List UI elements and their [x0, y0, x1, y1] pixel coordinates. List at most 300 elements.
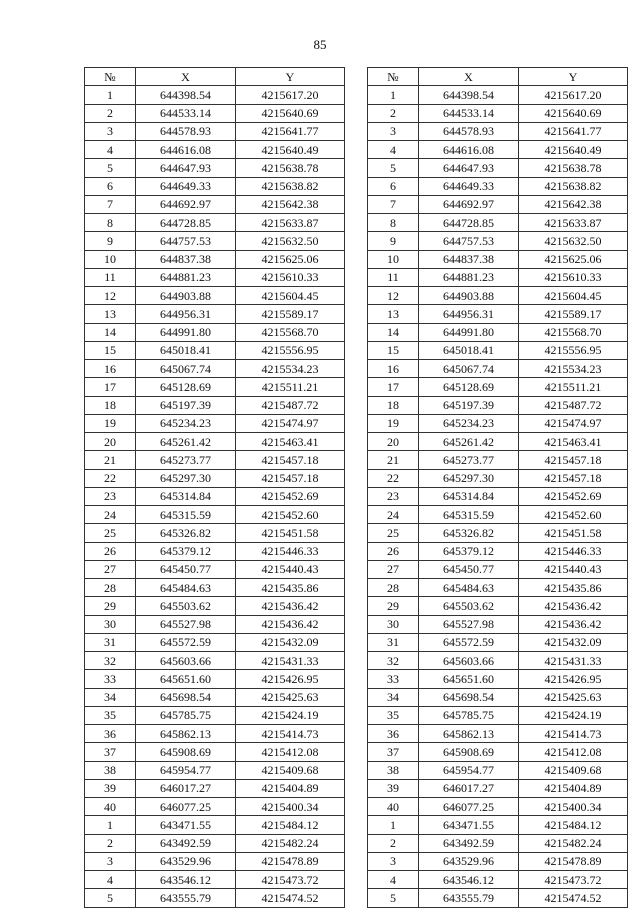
cell-y: 4215568.70: [519, 323, 628, 341]
cell-x: 643555.79: [136, 889, 236, 907]
table-row: [368, 341, 628, 359]
table-row: [85, 360, 345, 378]
cell-y: 4215484.12: [236, 816, 345, 834]
cell-number: 20: [368, 433, 419, 451]
cell-number: 40: [85, 798, 136, 816]
cell-y: 4215511.21: [236, 378, 345, 396]
cell-number: 40: [368, 798, 419, 816]
cell-y: 4215610.33: [236, 268, 345, 286]
cell-y: 4215642.38: [519, 195, 628, 213]
cell-number: 12: [368, 287, 419, 305]
cell-number: 35: [85, 706, 136, 724]
cell-y: 4215431.33: [519, 652, 628, 670]
cell-y: 4215632.50: [236, 232, 345, 250]
cell-number: 4: [85, 871, 136, 889]
cell-number: 4: [368, 871, 419, 889]
table-row: [368, 86, 628, 104]
cell-y: 4215436.42: [236, 597, 345, 615]
cell-y: 4215451.58: [236, 524, 345, 542]
cell-number: 14: [85, 323, 136, 341]
cell-x: 645572.59: [136, 633, 236, 651]
column-header-y: Y: [236, 68, 345, 86]
table-row: [85, 268, 345, 286]
column-header-number: №: [85, 68, 136, 86]
cell-x: 645954.77: [136, 761, 236, 779]
cell-y: 4215409.68: [519, 761, 628, 779]
cell-number: 24: [368, 506, 419, 524]
cell-number: 5: [85, 889, 136, 907]
cell-number: 31: [368, 633, 419, 651]
table-row: [368, 761, 628, 779]
cell-number: 33: [368, 670, 419, 688]
table-row: [85, 615, 345, 633]
cell-y: 4215642.38: [236, 195, 345, 213]
table-row: [85, 670, 345, 688]
cell-y: 4215440.43: [236, 560, 345, 578]
cell-number: 1: [85, 86, 136, 104]
table-row: [368, 652, 628, 670]
cell-x: 645326.82: [419, 524, 519, 542]
cell-x: 645450.77: [136, 560, 236, 578]
cell-number: 38: [368, 761, 419, 779]
table-row: [85, 871, 345, 889]
cell-x: 644728.85: [136, 214, 236, 232]
cell-x: 643471.55: [419, 816, 519, 834]
cell-x: 645297.30: [136, 469, 236, 487]
cell-y: 4215589.17: [519, 305, 628, 323]
cell-number: 14: [368, 323, 419, 341]
cell-number: 1: [368, 816, 419, 834]
table-row: [368, 305, 628, 323]
cell-number: 3: [368, 852, 419, 870]
cell-number: 25: [85, 524, 136, 542]
table-row: [85, 122, 345, 140]
table-row: [85, 177, 345, 195]
cell-x: 644903.88: [136, 287, 236, 305]
table-row: [85, 487, 345, 505]
cell-x: 645018.41: [136, 341, 236, 359]
table-row: [368, 834, 628, 852]
cell-x: 645128.69: [136, 378, 236, 396]
cell-x: 646017.27: [419, 779, 519, 797]
cell-number: 16: [85, 360, 136, 378]
cell-x: 643492.59: [136, 834, 236, 852]
cell-y: 4215436.42: [519, 597, 628, 615]
cell-y: 4215534.23: [236, 360, 345, 378]
cell-x: 644991.80: [136, 323, 236, 341]
cell-y: 4215451.58: [519, 524, 628, 542]
table-row: [368, 122, 628, 140]
cell-number: 16: [368, 360, 419, 378]
cell-x: 644578.93: [136, 122, 236, 140]
cell-number: 3: [85, 852, 136, 870]
cell-y: 4215424.19: [519, 706, 628, 724]
cell-number: 5: [368, 889, 419, 907]
cell-number: 30: [85, 615, 136, 633]
cell-x: 645698.54: [136, 688, 236, 706]
cell-number: 30: [368, 615, 419, 633]
cell-y: 4215404.89: [236, 779, 345, 797]
cell-x: 645698.54: [419, 688, 519, 706]
cell-y: 4215633.87: [519, 214, 628, 232]
cell-y: 4215638.78: [236, 159, 345, 177]
cell-number: 7: [368, 195, 419, 213]
cell-x: 645197.39: [419, 396, 519, 414]
table-row: [85, 560, 345, 578]
table-row: [368, 487, 628, 505]
cell-y: 4215638.82: [236, 177, 345, 195]
cell-y: 4215435.86: [519, 579, 628, 597]
cell-number: 11: [368, 268, 419, 286]
cell-number: 2: [368, 834, 419, 852]
table-row: [85, 706, 345, 724]
table-row: [368, 214, 628, 232]
cell-number: 7: [85, 195, 136, 213]
cell-x: 644578.93: [419, 122, 519, 140]
table-row: [368, 524, 628, 542]
column-header-x: X: [419, 68, 519, 86]
cell-number: 1: [368, 86, 419, 104]
cell-number: 2: [85, 834, 136, 852]
cell-x: 644533.14: [419, 104, 519, 122]
cell-y: 4215452.60: [519, 506, 628, 524]
cell-x: 643471.55: [136, 816, 236, 834]
cell-number: 3: [368, 122, 419, 140]
table-row: [368, 743, 628, 761]
cell-number: 39: [85, 779, 136, 797]
cell-y: 4215617.20: [519, 86, 628, 104]
cell-number: 39: [368, 779, 419, 797]
cell-y: 4215604.45: [519, 287, 628, 305]
cell-x: 645862.13: [136, 725, 236, 743]
cell-y: 4215625.06: [236, 250, 345, 268]
cell-x: 644881.23: [136, 268, 236, 286]
table-row: [368, 396, 628, 414]
table-row: [368, 670, 628, 688]
table-row: [368, 798, 628, 816]
table-row: [368, 579, 628, 597]
cell-x: 645785.75: [136, 706, 236, 724]
table-row: [85, 816, 345, 834]
cell-y: 4215426.95: [236, 670, 345, 688]
cell-number: 35: [368, 706, 419, 724]
cell-x: 645484.63: [419, 579, 519, 597]
table-row: [368, 451, 628, 469]
cell-y: 4215487.72: [236, 396, 345, 414]
cell-number: 23: [368, 487, 419, 505]
cell-y: 4215640.49: [236, 141, 345, 159]
cell-number: 3: [85, 122, 136, 140]
cell-x: 645326.82: [136, 524, 236, 542]
table-row: [368, 250, 628, 268]
cell-y: 4215414.73: [236, 725, 345, 743]
table-row: [85, 779, 345, 797]
cell-x: 643529.96: [419, 852, 519, 870]
table-row: [368, 779, 628, 797]
table-row: [85, 341, 345, 359]
cell-y: 4215617.20: [236, 86, 345, 104]
table-row: [368, 725, 628, 743]
cell-x: 644956.31: [136, 305, 236, 323]
table-row: [368, 268, 628, 286]
cell-number: 29: [368, 597, 419, 615]
cell-number: 27: [368, 560, 419, 578]
table-header-row: [85, 68, 345, 86]
table-row: [85, 633, 345, 651]
cell-y: 4215436.42: [236, 615, 345, 633]
cell-x: 644903.88: [419, 287, 519, 305]
cell-y: 4215478.89: [519, 852, 628, 870]
cell-y: 4215457.18: [236, 469, 345, 487]
cell-number: 32: [85, 652, 136, 670]
table-row: [368, 141, 628, 159]
cell-number: 34: [368, 688, 419, 706]
coordinate-table-left: [84, 67, 345, 908]
cell-y: 4215482.24: [236, 834, 345, 852]
table-row: [368, 414, 628, 432]
cell-number: 5: [368, 159, 419, 177]
cell-y: 4215446.33: [236, 542, 345, 560]
cell-number: 34: [85, 688, 136, 706]
cell-y: 4215463.41: [519, 433, 628, 451]
cell-number: 20: [85, 433, 136, 451]
cell-y: 4215412.08: [519, 743, 628, 761]
table-row: [85, 414, 345, 432]
cell-y: 4215625.06: [519, 250, 628, 268]
table-row: [368, 889, 628, 907]
cell-number: 17: [368, 378, 419, 396]
table-row: [85, 652, 345, 670]
cell-y: 4215431.33: [236, 652, 345, 670]
cell-y: 4215474.52: [236, 889, 345, 907]
table-row: [368, 560, 628, 578]
cell-number: 28: [85, 579, 136, 597]
table-row: [368, 159, 628, 177]
table-row: [85, 378, 345, 396]
table-row: [368, 287, 628, 305]
cell-y: 4215400.34: [519, 798, 628, 816]
cell-number: 12: [85, 287, 136, 305]
cell-y: 4215436.42: [519, 615, 628, 633]
cell-x: 645273.77: [419, 451, 519, 469]
table-header-row: [368, 68, 628, 86]
table-row: [368, 615, 628, 633]
table-row: [85, 451, 345, 469]
table-row: [85, 889, 345, 907]
table-row: [85, 469, 345, 487]
cell-y: 4215457.18: [236, 451, 345, 469]
cell-x: 646077.25: [419, 798, 519, 816]
cell-y: 4215589.17: [236, 305, 345, 323]
cell-x: 645862.13: [419, 725, 519, 743]
table-row: [368, 360, 628, 378]
cell-x: 644616.08: [136, 141, 236, 159]
cell-y: 4215404.89: [519, 779, 628, 797]
cell-y: 4215435.86: [236, 579, 345, 597]
table-row: [368, 104, 628, 122]
cell-y: 4215432.09: [236, 633, 345, 651]
cell-x: 644692.97: [136, 195, 236, 213]
cell-number: 15: [85, 341, 136, 359]
cell-x: 645603.66: [136, 652, 236, 670]
cell-number: 4: [85, 141, 136, 159]
table-row: [85, 250, 345, 268]
cell-number: 10: [85, 250, 136, 268]
cell-y: 4215425.63: [519, 688, 628, 706]
cell-x: 645315.59: [136, 506, 236, 524]
table-row: [85, 597, 345, 615]
column-header-number: №: [368, 68, 419, 86]
table-row: [85, 396, 345, 414]
cell-number: 27: [85, 560, 136, 578]
cell-y: 4215440.43: [519, 560, 628, 578]
cell-number: 31: [85, 633, 136, 651]
cell-y: 4215463.41: [236, 433, 345, 451]
cell-x: 645954.77: [419, 761, 519, 779]
table-row: [368, 633, 628, 651]
column-header-x: X: [136, 68, 236, 86]
cell-x: 644398.54: [419, 86, 519, 104]
cell-y: 4215556.95: [519, 341, 628, 359]
cell-x: 645484.63: [136, 579, 236, 597]
cell-number: 28: [368, 579, 419, 597]
cell-x: 644837.38: [136, 250, 236, 268]
cell-x: 644757.53: [136, 232, 236, 250]
cell-x: 645234.23: [136, 414, 236, 432]
table-row: [85, 232, 345, 250]
cell-x: 645261.42: [136, 433, 236, 451]
table-row: [85, 542, 345, 560]
cell-x: 645067.74: [136, 360, 236, 378]
table-row: [368, 195, 628, 213]
cell-x: 644991.80: [419, 323, 519, 341]
table-row: [368, 433, 628, 451]
cell-number: 11: [85, 268, 136, 286]
cell-number: 19: [85, 414, 136, 432]
table-row: [85, 743, 345, 761]
cell-y: 4215482.24: [519, 834, 628, 852]
cell-y: 4215487.72: [519, 396, 628, 414]
cell-y: 4215409.68: [236, 761, 345, 779]
cell-x: 644757.53: [419, 232, 519, 250]
cell-x: 645651.60: [419, 670, 519, 688]
cell-y: 4215640.49: [519, 141, 628, 159]
cell-x: 643529.96: [136, 852, 236, 870]
page-number: 85: [313, 37, 327, 52]
cell-x: 645379.12: [419, 542, 519, 560]
cell-number: 9: [368, 232, 419, 250]
cell-y: 4215568.70: [236, 323, 345, 341]
cell-y: 4215414.73: [519, 725, 628, 743]
cell-number: 18: [368, 396, 419, 414]
table-row: [368, 542, 628, 560]
table-row: [85, 725, 345, 743]
table-row: [85, 834, 345, 852]
cell-number: 2: [368, 104, 419, 122]
table-row: [368, 871, 628, 889]
cell-x: 645379.12: [136, 542, 236, 560]
cell-number: 22: [368, 469, 419, 487]
cell-number: 10: [368, 250, 419, 268]
cell-x: 644956.31: [419, 305, 519, 323]
cell-number: 25: [368, 524, 419, 542]
table-row: [368, 506, 628, 524]
cell-number: 38: [85, 761, 136, 779]
table-row: [85, 86, 345, 104]
cell-number: 37: [85, 743, 136, 761]
table-row: [85, 305, 345, 323]
cell-number: 26: [368, 542, 419, 560]
cell-x: 645572.59: [419, 633, 519, 651]
cell-x: 645273.77: [136, 451, 236, 469]
cell-y: 4215473.72: [519, 871, 628, 889]
cell-y: 4215604.45: [236, 287, 345, 305]
cell-number: 9: [85, 232, 136, 250]
cell-x: 645527.98: [419, 615, 519, 633]
cell-number: 32: [368, 652, 419, 670]
cell-number: 6: [368, 177, 419, 195]
cell-y: 4215534.23: [519, 360, 628, 378]
cell-y: 4215632.50: [519, 232, 628, 250]
cell-number: 15: [368, 341, 419, 359]
cell-y: 4215446.33: [519, 542, 628, 560]
cell-y: 4215633.87: [236, 214, 345, 232]
cell-number: 13: [85, 305, 136, 323]
cell-y: 4215412.08: [236, 743, 345, 761]
table-row: [85, 195, 345, 213]
cell-number: 2: [85, 104, 136, 122]
cell-x: 645314.84: [419, 487, 519, 505]
cell-number: 26: [85, 542, 136, 560]
cell-number: 22: [85, 469, 136, 487]
table-row: [368, 378, 628, 396]
cell-number: 21: [368, 451, 419, 469]
coordinate-table-right: [367, 67, 628, 908]
table-row: [85, 159, 345, 177]
table-row: [368, 177, 628, 195]
table-row: [368, 852, 628, 870]
cell-number: 37: [368, 743, 419, 761]
cell-x: 644647.93: [136, 159, 236, 177]
cell-number: 29: [85, 597, 136, 615]
cell-x: 643555.79: [419, 889, 519, 907]
cell-x: 645603.66: [419, 652, 519, 670]
cell-y: 4215641.77: [519, 122, 628, 140]
cell-x: 644728.85: [419, 214, 519, 232]
column-header-y: Y: [519, 68, 628, 86]
cell-y: 4215484.12: [519, 816, 628, 834]
cell-number: 19: [368, 414, 419, 432]
table-row: [368, 688, 628, 706]
cell-y: 4215640.69: [236, 104, 345, 122]
cell-y: 4215610.33: [519, 268, 628, 286]
cell-x: 645908.69: [419, 743, 519, 761]
table-row: [368, 232, 628, 250]
table-row: [368, 816, 628, 834]
cell-x: 645297.30: [419, 469, 519, 487]
cell-y: 4215638.78: [519, 159, 628, 177]
cell-y: 4215424.19: [236, 706, 345, 724]
cell-x: 645785.75: [419, 706, 519, 724]
cell-x: 644398.54: [136, 86, 236, 104]
cell-x: 645067.74: [419, 360, 519, 378]
cell-number: 17: [85, 378, 136, 396]
cell-x: 643492.59: [419, 834, 519, 852]
cell-x: 645651.60: [136, 670, 236, 688]
cell-x: 645018.41: [419, 341, 519, 359]
cell-number: 24: [85, 506, 136, 524]
table-row: [85, 433, 345, 451]
